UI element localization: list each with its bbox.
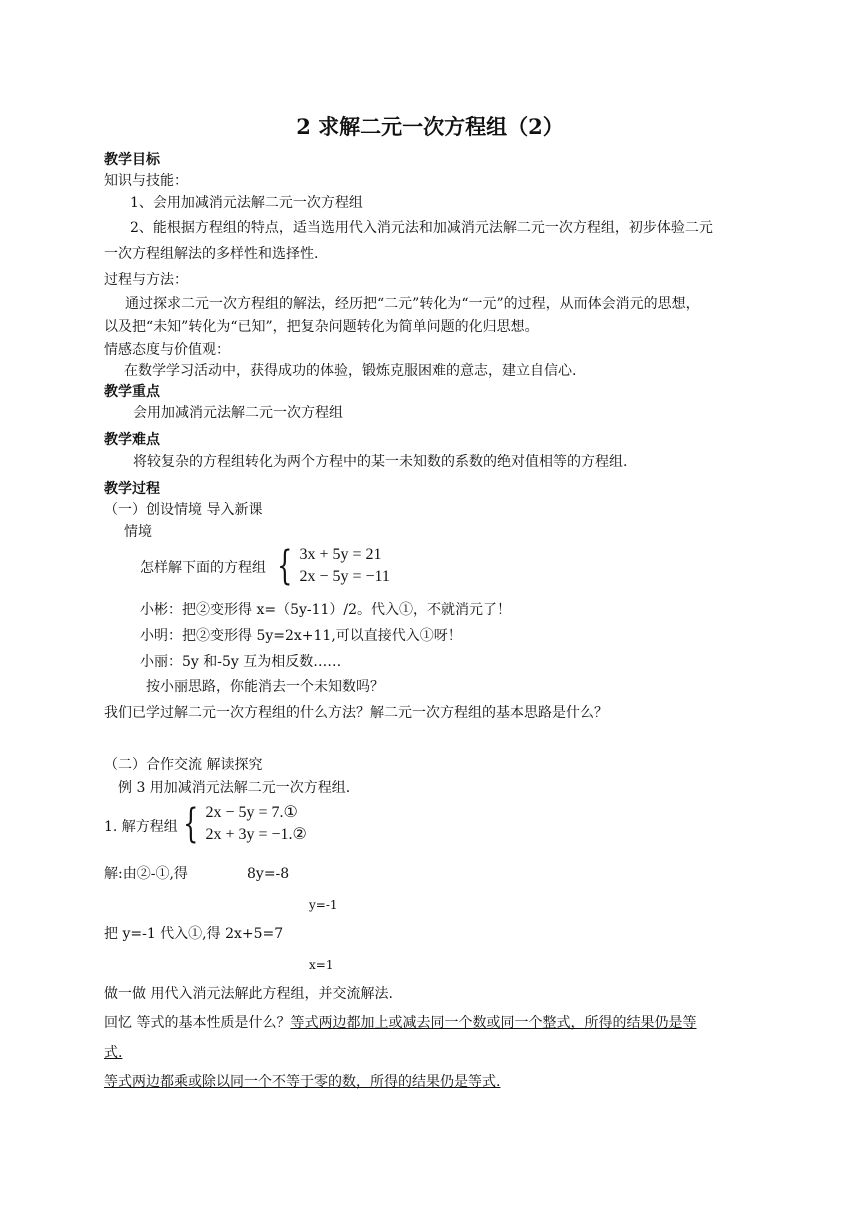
recall-line-1: [104, 1014, 696, 1032]
emotion-label: 情感态度与价值观：: [104, 342, 230, 358]
recall-answer-part-3: 等式两边都乘或除以同一个不等于零的数，所得的结果仍是等式.: [104, 1074, 501, 1090]
knowledge-label: 知识与技能：: [104, 173, 188, 189]
key-point-text: 会用加减消元法解二元一次方程组: [133, 405, 343, 421]
process-text-line-2: 以及把“未知”转化为“已知”，把复杂问题转化为简单问题的化归思想。: [104, 319, 539, 335]
solution-step-1-label: 解:由②-①,得: [104, 866, 188, 882]
solution-step-4: x=1: [309, 958, 334, 972]
do-it-task: 做一做 用代入消元法解此方程组，并交流解法.: [104, 986, 393, 1002]
system-1-equation-1: 3x + 5y = 21: [299, 546, 382, 563]
equation-system-2: [178, 802, 307, 846]
example-3-heading: 例 3 用加减消元法解二元一次方程组.: [118, 780, 351, 796]
recall-answer-part-1: 等式两边都加上或减去同一个数或同一个整式，所得的结果仍是等: [290, 1015, 697, 1031]
goal-1: 1、会用加减消元法解二元一次方程组: [130, 195, 363, 211]
section-heading-goals: 教学目标: [104, 152, 160, 168]
section-heading-difficulty: 教学难点: [104, 432, 160, 448]
emotion-text: 在数学学习活动中，获得成功的体验，锻炼克服困难的意志，建立自信心.: [124, 363, 577, 379]
section-heading-process: 教学过程: [104, 481, 160, 497]
situation-label: 情境: [124, 524, 152, 540]
brace-icon: {: [277, 543, 293, 589]
section-heading-key: 教学重点: [104, 384, 160, 400]
recall-label: 回忆 等式的基本性质是什么？: [104, 1015, 291, 1031]
goal-2-line-1: 2、能根据方程组的特点，适当选用代入消元法和加减消元法解二元一次方程组，初步体验二元: [130, 220, 713, 236]
brace-icon: {: [183, 801, 199, 847]
follow-up-question: 按小丽思路，你能消去一个未知数吗？: [146, 679, 384, 695]
goal-2-line-2: 一次方程组解法的多样性和选择性.: [104, 246, 319, 262]
solution-step-3: 把 y=-1 代入①,得 2x+5=7: [104, 926, 284, 942]
system-1-equation-2: 2x − 5y = −11: [299, 568, 390, 585]
solve-prefix: 1. 解方程组: [104, 819, 178, 835]
solution-step-1-result: 8y=-8: [247, 866, 290, 882]
difficulty-text: 将较复杂的方程组转化为两个方程中的某一未知数的系数的绝对值相等的方程组.: [133, 454, 628, 470]
dialogue-xiaobin: 小彬：把②变形得 x=（5y-11）/2。代入①，不就消元了！: [140, 602, 512, 618]
system-2-equation-1: 2x − 5y = 7.①: [205, 804, 298, 821]
question-prefix: 怎样解下面的方程组: [140, 560, 266, 576]
solution-step-2: y=-1: [309, 898, 338, 912]
system-2-equation-2: 2x + 3y = −1.②: [205, 826, 307, 843]
part-2-heading: （二）合作交流 解读探究: [104, 757, 263, 773]
part-1-heading: （一）创设情境 导入新课: [104, 502, 263, 518]
dialogue-xiaoming: 小明：把②变形得 5y=2x+11,可以直接代入①呀！: [140, 628, 462, 644]
page-title: 2 求解二元一次方程组（2）: [296, 114, 564, 139]
dialogue-xiaoli: 小丽：5y 和-5y 互为相反数……: [140, 654, 342, 670]
recall-answer-part-2: 式.: [104, 1045, 123, 1061]
review-question: 我们已学过解二元一次方程组的什么方法？解二元一次方程组的基本思路是什么？: [104, 705, 608, 721]
process-text-line-1: 通过探求二元一次方程组的解法，经历把“二元”转化为“一元”的过程，从而体会消元的思想，: [125, 296, 700, 312]
process-label: 过程与方法：: [104, 272, 188, 288]
equation-system-1: [272, 544, 390, 588]
